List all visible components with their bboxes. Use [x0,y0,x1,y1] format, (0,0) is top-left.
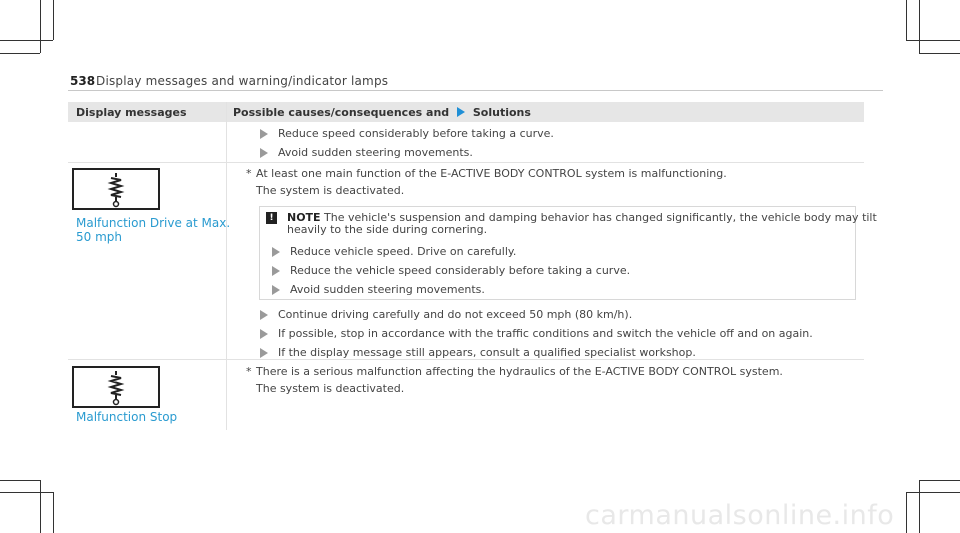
step-text: If possible, stop in accordance with the traffic conditions and switch the vehicle off and on again. [278,327,813,340]
crop-mark [919,480,920,533]
header-rule [68,90,883,91]
display-message: 50 mph [76,230,122,244]
col-header-causes-label: Possible causes/consequences and [233,106,450,119]
table-header [68,102,864,122]
note-step-text: Avoid sudden steering movements. [290,283,485,296]
step-text: Reduce speed considerably before taking a curve. [278,127,554,140]
warning-icon: ! [266,212,277,224]
crop-mark [906,0,907,40]
row-divider [68,359,864,360]
step-text: Continue driving carefully and do not exceed 50 mph (80 km/h). [278,308,633,321]
crop-mark [0,492,53,493]
note-step-text: Reduce the vehicle speed considerably before taking a curve. [290,264,631,277]
crop-mark [0,40,53,41]
note-text: heavily to the side during cornering. [287,223,488,236]
page-title: Display messages and warning/indicator lamps [96,74,389,88]
note-step-text: Reduce vehicle speed. Drive on carefully. [290,245,517,258]
step-text: Avoid sudden steering movements. [278,146,473,159]
messages-table [68,102,877,430]
bullet-marker: * [246,365,252,378]
display-message: Malfunction Drive at Max. [76,216,231,230]
solutions-arrow-icon [457,107,465,117]
crop-mark [919,480,960,481]
step-arrow-icon [272,266,280,276]
col-header-solutions-label: Solutions [472,106,531,119]
cause-text: There is a serious malfunction affecting the hydraulics of the E-ACTIVE BODY CONTROL system. [256,365,783,378]
crop-mark [0,480,40,481]
step-arrow-icon [260,329,268,339]
watermark: carmanualsonline.info [585,500,895,531]
effect-text: The system is deactivated. [256,184,405,197]
col-header-messages: Display messages [76,106,187,119]
crop-mark [0,53,40,54]
row-divider [68,162,864,163]
step-text: If the display message still appears, consult a qualified specialist workshop. [278,346,696,359]
crop-mark [40,480,41,533]
suspension-warning-display [72,366,160,408]
page-number: 538 [70,74,96,88]
step-arrow-icon [260,129,268,139]
step-arrow-icon [260,148,268,158]
bullet-marker: * [246,167,252,180]
cause-text: At least one main function of the E-ACTIVE BODY CONTROL system is malfunctioning. [256,167,727,180]
crop-mark [919,0,920,53]
note-label: NOTE [287,211,321,224]
crop-mark [906,40,960,41]
crop-mark [53,0,54,40]
effect-text: The system is deactivated. [256,382,405,395]
step-arrow-icon [260,310,268,320]
note-text: The vehicle's suspension and damping behavior has changed significantly, the vehicle body may tilt [324,211,877,224]
step-arrow-icon [272,247,280,257]
crop-mark [906,492,907,533]
suspension-spring-icon [74,368,158,406]
suspension-warning-display [72,168,160,210]
display-message: Malfunction Stop [76,410,178,424]
crop-mark [906,492,960,493]
crop-mark [40,0,41,53]
column-divider [226,102,227,430]
crop-mark [53,492,54,533]
suspension-spring-icon [74,170,158,208]
col-header-causes [233,106,531,119]
note-box [259,206,877,300]
step-arrow-icon [272,285,280,295]
crop-mark [919,53,960,54]
step-arrow-icon [260,348,268,358]
